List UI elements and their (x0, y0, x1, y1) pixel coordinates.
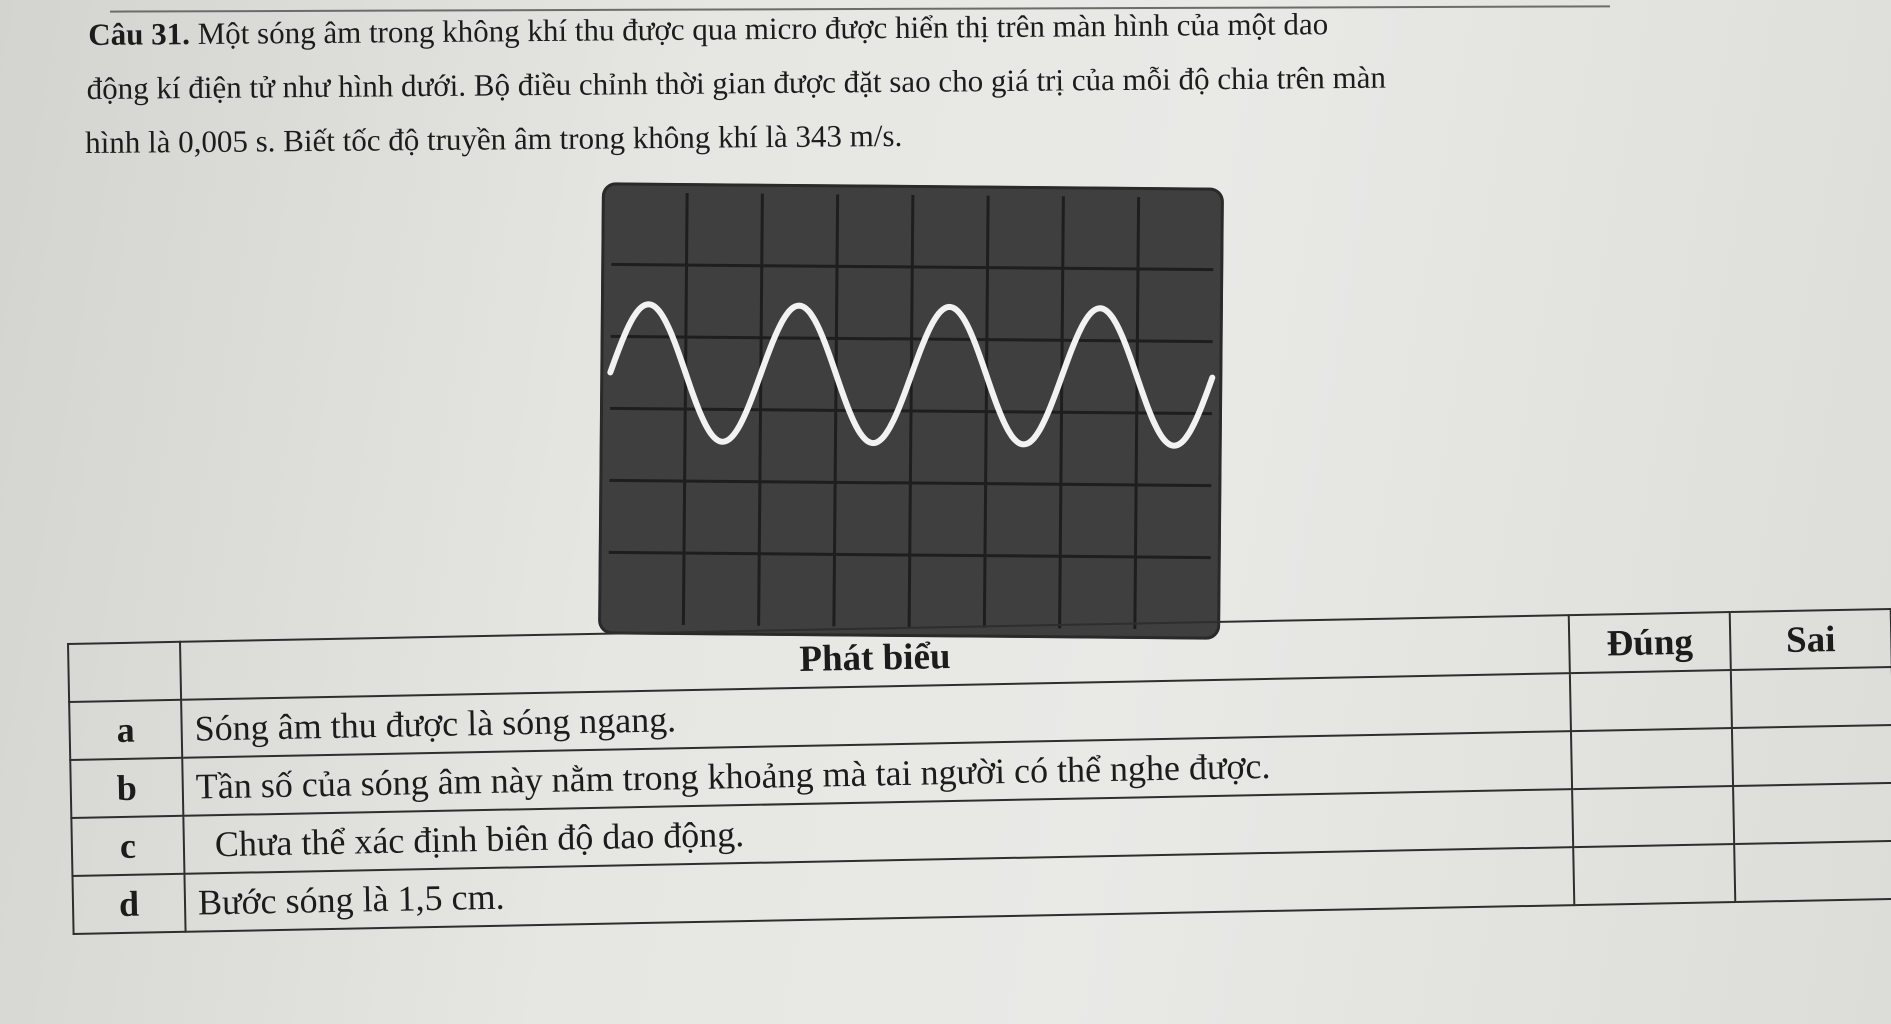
answer-false-a[interactable] (1731, 667, 1891, 728)
header-blank-cell (68, 642, 181, 702)
oscilloscope-display (598, 182, 1224, 639)
row-statement-a: Sóng âm thu được là sóng ngang. (181, 673, 1571, 758)
header-false: Sai (1730, 609, 1891, 670)
row-label-c: c (71, 816, 184, 876)
answer-true-a[interactable] (1570, 670, 1732, 731)
row-label-a: a (69, 700, 182, 760)
question-line-1-text: Một sóng âm trong không khí thu được qua micro được hiển thị trên màn hình của một dao (197, 6, 1329, 52)
header-statement: Phát biểu (180, 615, 1570, 700)
answer-false-c[interactable] (1733, 783, 1891, 844)
row-label-d: d (72, 874, 185, 934)
answer-true-b[interactable] (1571, 728, 1733, 789)
question-number: Câu 31. (88, 16, 191, 52)
question-line-2: động kí điện tử như hình dưới. Bộ điều chỉnh thời gian được đặt sao cho giá trị của mỗi độ chia trên màn (86, 59, 1387, 107)
header-true: Đúng (1569, 612, 1731, 673)
oscilloscope-screen (598, 182, 1224, 639)
answer-false-d[interactable] (1734, 841, 1891, 902)
statement-table (67, 608, 1891, 935)
question-line-3: hình là 0,005 s. Biết tốc độ truyền âm trong không khí là 343 m/s. (85, 117, 903, 161)
row-statement-d: Bước sóng là 1,5 cm. (184, 847, 1574, 932)
row-label-b: b (70, 758, 183, 818)
answer-true-d[interactable] (1573, 844, 1735, 905)
question-text (85, 0, 1809, 170)
answer-false-b[interactable] (1732, 725, 1891, 786)
row-statement-b: Tần số của sóng âm này nằm trong khoảng mà tai người có thể nghe được. (182, 731, 1572, 816)
answer-true-c[interactable] (1572, 786, 1734, 847)
row-statement-c: Chưa thể xác định biên độ dao động. (183, 789, 1573, 874)
